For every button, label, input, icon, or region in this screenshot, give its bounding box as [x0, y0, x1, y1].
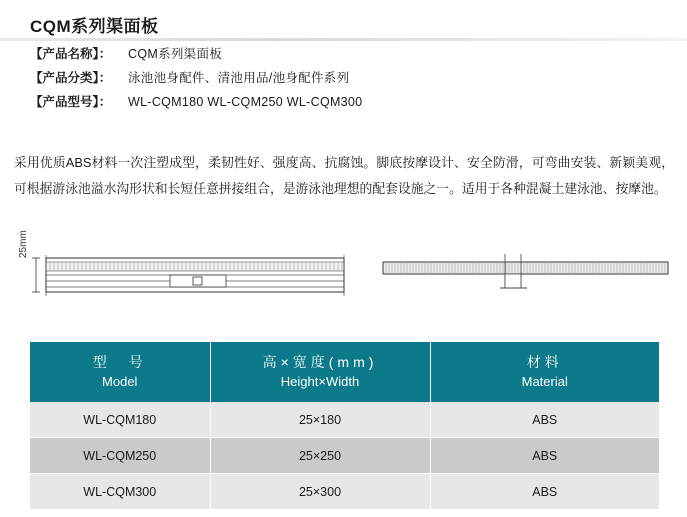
- meta-row: [30, 68, 650, 92]
- table-row: [30, 474, 659, 510]
- meta-label-category: 【产品分类】：: [30, 71, 112, 85]
- column-header-model-cn: 型 号: [92, 354, 147, 370]
- dimension-label-height: 25mm: [18, 230, 29, 258]
- column-header-material-cn: 材料: [526, 354, 563, 370]
- table-header-row: [30, 342, 659, 402]
- cell-size: 25×300: [210, 474, 430, 510]
- cell-size: 25×180: [210, 402, 430, 438]
- cell-material: ABS: [430, 402, 659, 438]
- cell-material: ABS: [430, 438, 659, 474]
- meta-label-name: 【产品名称】：: [30, 47, 112, 61]
- product-meta: [30, 44, 650, 116]
- meta-label-model: 【产品型号】：: [30, 95, 112, 109]
- drawing-section-view: [383, 254, 668, 288]
- meta-value-category: 泳池池身配件、清池用品/池身配件系列: [128, 71, 350, 85]
- column-header-size-cn: 高×宽度(mm): [262, 354, 378, 370]
- cell-material: ABS: [430, 474, 659, 510]
- page-title: CQM系列渠面板: [30, 17, 159, 36]
- table-row: [30, 402, 659, 438]
- product-description: 采用优质ABS材料一次注塑成型，柔韧性好、强度高、抗腐蚀。脚底按摩设计、安全防滑，可弯曲安装、新颖美观，可根据游泳池溢水沟形状和长短任意拼接组合，是游泳池理想的配套设施之一。适用于各种混凝土建泳池、按摩池。: [14, 155, 674, 196]
- drawing-svg: [0, 248, 687, 310]
- column-header-model-en: Model: [102, 374, 138, 389]
- technical-drawings: [0, 248, 687, 310]
- cell-model: WL-CQM250: [30, 438, 210, 474]
- cell-model: WL-CQM180: [30, 402, 210, 438]
- meta-row: [30, 92, 650, 116]
- meta-value-name: CQM系列渠面板: [128, 47, 223, 61]
- column-header-size-en: Height×Width: [280, 374, 360, 389]
- drawing-plan-view: [32, 255, 344, 296]
- title-divider: [0, 38, 687, 41]
- specification-table: [30, 342, 659, 510]
- meta-value-model: WL-CQM180 WL-CQM250 WL-CQM300: [128, 95, 363, 109]
- cell-size: 25×250: [210, 438, 430, 474]
- column-header-material: [430, 342, 659, 402]
- table-row: [30, 438, 659, 474]
- column-header-model: [30, 342, 210, 402]
- column-header-material-en: Material: [521, 374, 568, 389]
- meta-row: [30, 44, 650, 68]
- column-header-size: [210, 342, 430, 402]
- cell-model: WL-CQM300: [30, 474, 210, 510]
